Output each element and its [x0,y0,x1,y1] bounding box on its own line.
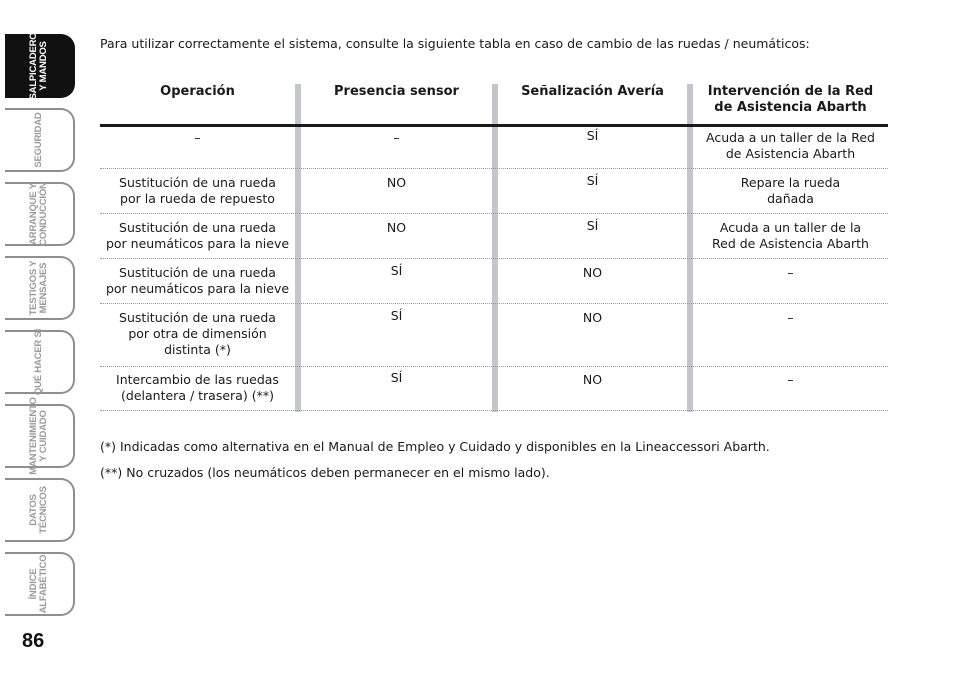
table-cell: Sustitución de una rueda por otra de dimensión distinta (*) [119,310,276,357]
tab-label: MANTENIMIENTO Y CUIDADO [28,397,49,475]
table-cell: – [787,265,794,280]
tab-label: QUÉ HACER SI [33,328,44,396]
tab-mantenimiento-y-cuidado[interactable] [5,397,75,475]
tab-label: TESTIGOS Y MENSAJES [28,260,49,316]
table-cell: – [787,310,794,325]
table-cell: Sustitución de una rueda por la rueda de repuesto [119,175,276,206]
table-cell: SÍ [586,218,599,233]
table-cell: NO [582,265,603,280]
table-cell: Sustitución de una rueda por neumáticos para la nieve [105,220,290,251]
tab-label: SALPICADERO Y MANDOS [28,32,49,100]
table-cell: SÍ [586,128,599,143]
tab-label: SEGURIDAD [33,112,44,168]
row-divider [100,213,888,214]
table-cell: NO [386,175,407,190]
header-intervencion-red: Intervención de la Red de Asistencia Abarth [707,84,874,115]
tab-salpicadero-y-mandos[interactable] [5,34,75,98]
table-cell: – [194,130,201,145]
tab-arranque-y-conduccion[interactable] [5,182,75,246]
header-presencia-sensor: Presencia sensor [334,84,459,99]
tab-label: ÍNDICE ALFABÉTICO [28,554,49,614]
tab-label: DATOS TÉCNICOS [28,486,49,534]
row-divider [100,410,888,411]
row-divider [100,258,888,259]
header-senalizacion-averia: Señalización Avería [521,84,664,99]
table-cell: SÍ [390,263,403,278]
table-cell: Repare la rueda dañada [740,175,841,206]
table-cell: – [787,372,794,387]
wheel-change-table [100,82,888,412]
row-divider [100,303,888,304]
tab-que-hacer-si[interactable] [5,330,75,394]
table-cell: Acuda a un taller de la Red de Asistencia Abarth [706,130,875,161]
row-divider [100,168,888,169]
intro-text: Para utilizar correctamente el sistema, consulte la siguiente tabla en caso de cambio de las ruedas / neumáticos: [100,36,810,51]
row-divider [100,366,888,367]
tab-indice-alfabetico[interactable] [5,552,75,616]
table-cell: Acuda a un taller de la Red de Asistencia Abarth [712,220,869,251]
tab-label: ARRANQUE Y CONDUCCIÓN [28,182,49,246]
footnote-1: (*) Indicadas como alternativa en el Manual de Empleo y Cuidado y disponibles en la Lineaccessori Abarth. [100,439,770,454]
footnote-2: (**) No cruzados (los neumáticos deben permanecer en el mismo lado). [100,465,550,480]
table-cell: Intercambio de las ruedas (delantera / trasera) (**) [116,372,279,403]
table-cell: NO [582,372,603,387]
table-cell: Sustitución de una rueda por neumáticos para la nieve [105,265,290,296]
table-cell: NO [582,310,603,325]
header-rule [100,124,888,127]
tab-testigos-y-mensajes[interactable] [5,256,75,320]
page-number: 86 [22,630,45,652]
tab-datos-tecnicos[interactable] [5,478,75,542]
table-cell: SÍ [586,173,599,188]
tab-seguridad[interactable] [5,108,75,172]
table-cell: NO [386,220,407,235]
table-cell: SÍ [390,370,403,385]
table-cell: – [393,130,400,145]
header-operacion: Operación [160,84,235,99]
table-cell: SÍ [390,308,403,323]
